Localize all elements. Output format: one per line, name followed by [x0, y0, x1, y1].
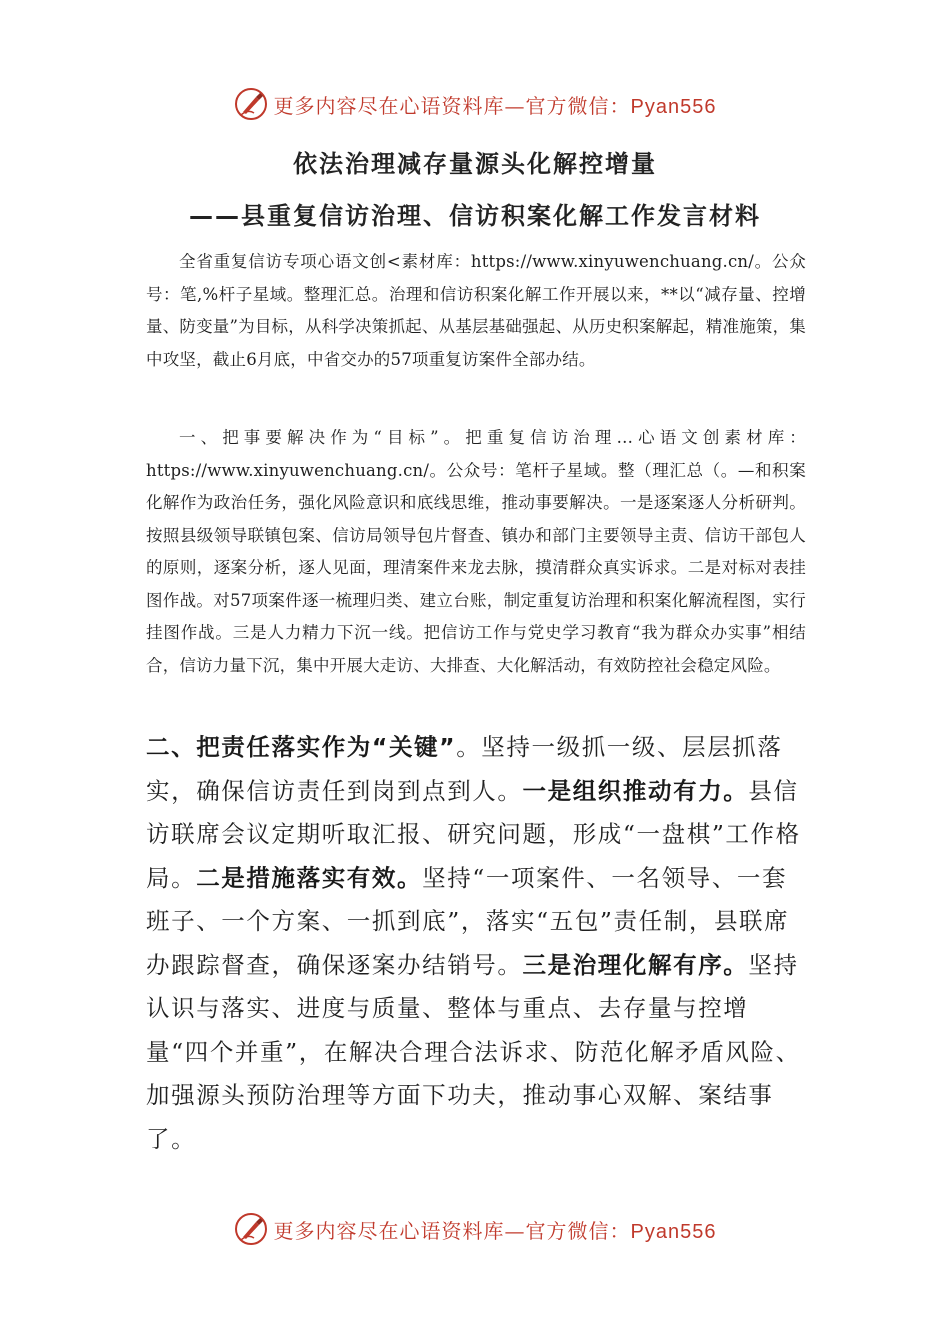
- pen-logo-icon: [234, 1212, 268, 1246]
- section-2-text-3: 坚持“一项案件、一名领导、一套班子、一个方案、一抓到底”，落实“五包”责任制，县联席办跟踪督查，确保逐案办结销号。: [146, 863, 790, 979]
- banner-text-cn: 更多内容尽在心语资料库: [273, 93, 505, 118]
- pen-logo-icon: [234, 87, 268, 121]
- paragraph-intro: 全省重复信访专项心语文创<素材库：https://www.xinyuwenchuang.cn/。公众号：笔,%杆子星域。整理汇总。治理和信访积案化解工作开展以来，**以“减存量、控增量、防变量”为目标，从科学决策抓起、从基层基础强起、从历史积案解起，精准施策，集中攻坚，截止6月底，中省交办的57项重复访案件全部办结。: [146, 252, 806, 369]
- footer-banner: [0, 1209, 950, 1249]
- section-2-point-3: 三是治理化解有序。: [522, 950, 749, 979]
- section-2-heading: 二、把责任落实作为“关键”: [146, 733, 457, 761]
- doc-title: 依法治理减存量源头化解控增量: [293, 150, 657, 178]
- header-banner: [0, 84, 950, 124]
- banner-separator: —: [504, 93, 526, 118]
- section-2-text-4: 坚持认识与落实、进度与质量、整体与重点、去存量与控增量“四个并重”，在解决合理合法诉求、防范化解矛盾风险、加强源头预防治理等方面下功夫，推动事心双解、案结事了。: [146, 950, 801, 1153]
- banner-wechat-id: Pyan556: [630, 95, 717, 118]
- section-2-text-1: 。坚持一级抓一级、层层抓落实，确保信访责任到岗到点到人。: [146, 733, 783, 805]
- section-2-point-2: 二是措施落实有效。: [196, 863, 423, 892]
- banner-text: [274, 90, 717, 119]
- banner-text-cn2: 官方微信：: [525, 93, 631, 118]
- section-2-point-1: 一是组织推动有力。: [522, 776, 749, 805]
- paragraph-section-1: 一、把事要解决作为“目标”。把重复信访治理…心语文创素材库：https://www.xinyuwenchuang.cn/。公众号：笔杆子星域。整（理汇总（。—和积案化解作为政治任务，强化风险意识和底线思维，推动事要解决。一是逐案逐人分析研判。按照县级领导联镇包案、信访局领导包片督查、镇办和部门主要领导主责、信访干部包人的原则，逐案分析，逐人见面，理清案件来龙去脉，摸清群众真实诉求。二是对标对表挂图作战。对57项案件逐一梳理归类、建立台账，制定重复访治理和积案化解流程图，实行挂图作战。三是人力精力下沉一线。把信访工作与党史学习教育“我为群众办实事”相结合，信访力量下沉，集中开展大走访、大排查、大化解活动，有效防控社会稳定风险。: [146, 428, 806, 675]
- banner-text-cn: 更多内容尽在心语资料库: [273, 1218, 505, 1243]
- banner-separator: —: [504, 1218, 526, 1243]
- banner-wechat-id: Pyan556: [630, 1220, 717, 1243]
- paragraph-section-2: [146, 726, 806, 1161]
- banner-text: [274, 1215, 717, 1244]
- doc-subtitle: ——县重复信访治理、信访积案化解工作发言材料: [189, 202, 761, 230]
- section-2-text-2: 县信访联席会议定期听取汇报、研究问题，形成“一盘棋”工作格局。: [146, 776, 801, 892]
- banner-text-cn2: 官方微信：: [525, 1218, 631, 1243]
